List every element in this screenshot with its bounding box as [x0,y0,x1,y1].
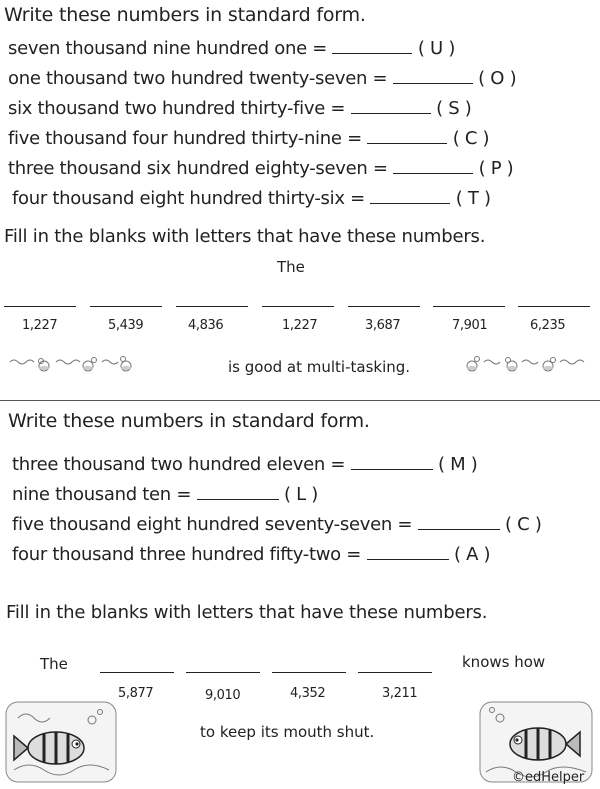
problem-letter: ( U ) [417,38,456,59]
riddle-blank[interactable] [433,304,505,307]
problem-letter: ( A ) [453,544,491,565]
answer-blank[interactable] [351,455,433,470]
problem-letter: ( O ) [478,68,517,89]
answer-blank[interactable] [393,159,473,174]
problem-text: three thousand six hundred eighty-seven = [8,158,388,179]
answer-blank[interactable] [418,515,500,530]
problem-text: six thousand two hundred thirty-five = [8,98,346,119]
riddle-blank[interactable] [100,670,174,673]
riddle-number: 5,439 [108,318,144,333]
problem-letter: ( C ) [505,514,542,535]
bubbles-right-icon [462,352,592,378]
section1-fill-heading: Fill in the blanks with letters that have these numbers. [4,226,486,247]
section-divider [0,400,600,401]
riddle-blank[interactable] [186,670,260,673]
answer-blank[interactable] [197,485,279,500]
riddle-number: 6,235 [530,318,566,333]
problem-row [12,188,491,209]
answer-blank[interactable] [332,39,412,54]
problem-row [8,128,489,149]
problem-text: five thousand four hundred thirty-nine = [8,128,362,149]
riddle-blank[interactable] [358,670,432,673]
problem-row [8,98,471,119]
riddle-number: 1,227 [22,318,58,333]
riddle-blank[interactable] [272,670,346,673]
riddle-number: 4,836 [188,318,224,333]
problem-text: seven thousand nine hundred one = [8,38,328,59]
riddle-start: The [40,655,68,673]
answer-blank[interactable] [367,129,447,144]
problem-letter: ( C ) [452,128,490,149]
problem-text: four thousand three hundred fifty-two = [12,544,362,565]
riddle-blank[interactable] [4,304,76,307]
riddle-blank[interactable] [262,304,334,307]
problem-row [12,484,318,505]
riddle-number: 3,211 [382,686,418,701]
problem-row [8,38,455,59]
problem-row [8,158,513,179]
problem-text: nine thousand ten = [12,484,192,505]
problem-text: one thousand two hundred twenty-seven = [8,68,388,89]
riddle-end: is good at multi-tasking. [228,358,411,376]
riddle-number: 1,227 [282,318,318,333]
riddle-end: to keep its mouth shut. [200,723,375,741]
copyright-watermark: ©edHelper [512,770,585,785]
answer-blank[interactable] [367,545,449,560]
section2-fill-heading: Fill in the blanks with letters that have these numbers. [6,602,488,623]
answer-blank[interactable] [351,99,431,114]
riddle-blank[interactable] [518,304,590,307]
section1-heading: Write these numbers in standard form. [4,4,366,26]
riddle-number: 4,352 [290,686,326,701]
bubbles-left-icon [8,352,138,378]
answer-blank[interactable] [370,189,450,204]
riddle-number: 7,901 [452,318,488,333]
problem-row [12,544,490,565]
problem-text: five thousand eight hundred seventy-seven = [12,514,413,535]
riddle-number: 3,687 [365,318,401,333]
problem-row [8,68,516,89]
riddle-blank[interactable] [176,304,248,307]
problem-letter: ( M ) [438,454,478,475]
problem-letter: ( S ) [436,98,472,119]
problem-letter: ( T ) [455,188,491,209]
riddle-number: 5,877 [118,686,154,701]
problem-row [12,514,542,535]
problem-letter: ( L ) [283,484,318,505]
riddle-start: The [277,258,305,276]
problem-letter: ( P ) [478,158,514,179]
riddle-blank[interactable] [90,304,162,307]
problem-row [12,454,478,475]
riddle-middle: knows how [462,653,546,671]
riddle-blank[interactable] [348,304,420,307]
answer-blank[interactable] [393,69,473,84]
problem-text: four thousand eight hundred thirty-six = [12,188,365,209]
problem-text: three thousand two hundred eleven = [12,454,346,475]
section2-heading: Write these numbers in standard form. [8,410,370,432]
fish-left-icon [4,700,119,786]
riddle-number: 9,010 [205,688,241,703]
